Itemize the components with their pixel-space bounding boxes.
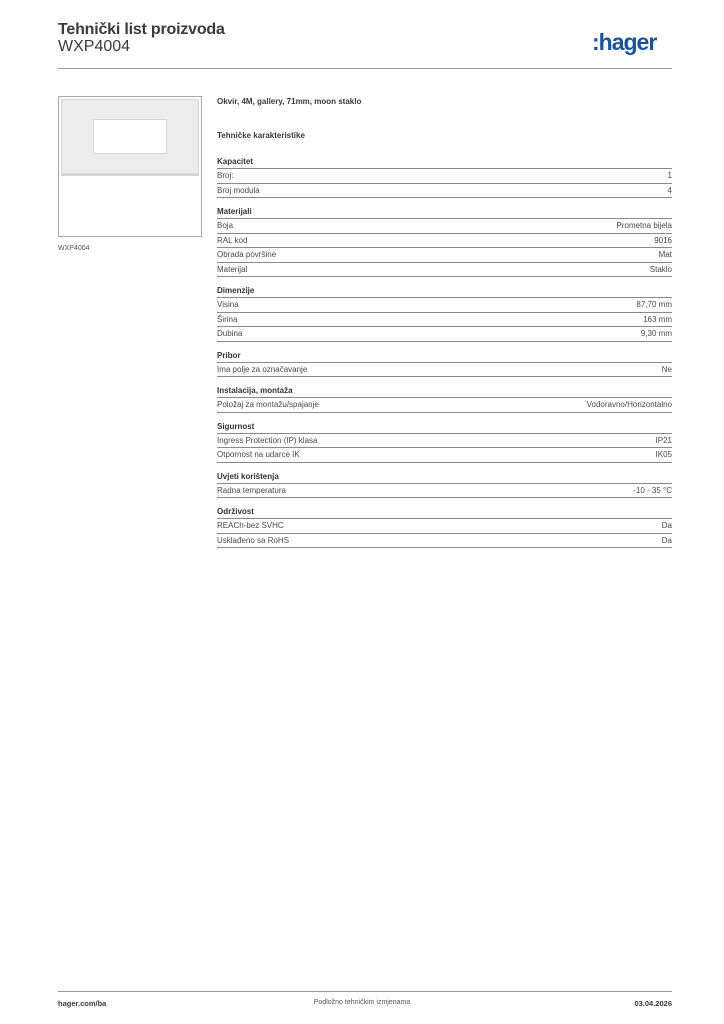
product-description: Okvir, 4M, gallery, 71mm, moon staklo bbox=[217, 97, 362, 106]
spec-label: REACh-bez SVHC bbox=[217, 521, 284, 530]
document-title: Tehnički list proizvoda bbox=[58, 21, 225, 38]
spec-label: Boja bbox=[217, 221, 234, 230]
spec-value: 163 mm bbox=[643, 314, 672, 324]
spec-row bbox=[217, 234, 672, 249]
spec-value: IK05 bbox=[655, 450, 672, 459]
spec-value: 1 bbox=[667, 171, 672, 180]
spec-sections bbox=[217, 156, 672, 548]
footer-notice: Podložno tehničkim izmjenama bbox=[313, 999, 411, 1006]
spec-value: Prometna bijela bbox=[616, 221, 672, 230]
spec-value: 4 bbox=[667, 185, 672, 195]
spec-row bbox=[217, 248, 672, 263]
spec-value: IP21 bbox=[655, 435, 672, 445]
characteristics-heading: Tehničke karakteristike bbox=[217, 131, 305, 140]
spec-value: Vodoravno/Horizontalno bbox=[586, 400, 672, 409]
spec-value: Da bbox=[661, 535, 672, 545]
spec-section bbox=[217, 471, 672, 499]
spec-row bbox=[217, 298, 672, 313]
spec-section bbox=[217, 506, 672, 548]
spec-row bbox=[217, 398, 672, 413]
spec-value: Mat bbox=[658, 250, 672, 259]
spec-section bbox=[217, 156, 672, 198]
spec-label: Položaj za montažu/spajanje bbox=[217, 400, 319, 409]
spec-label: Otpornost na udarce IK bbox=[217, 450, 300, 459]
spec-section bbox=[217, 385, 672, 413]
spec-row bbox=[217, 434, 672, 449]
spec-label: Ima polje za označavanje bbox=[217, 364, 308, 374]
spec-label: Dubina bbox=[217, 329, 243, 338]
section-title: Materijali bbox=[217, 206, 672, 219]
spec-label: Obrada površine bbox=[217, 250, 277, 259]
spec-label: Ingress Protection (IP) klasa bbox=[217, 435, 318, 445]
spec-row bbox=[217, 484, 672, 499]
spec-value: 9016 bbox=[654, 235, 672, 245]
section-title: Instalacija, montaža bbox=[217, 385, 672, 398]
spec-section bbox=[217, 206, 672, 277]
image-caption: WXP4004 bbox=[58, 245, 90, 252]
spec-value: 9,30 mm bbox=[640, 329, 672, 338]
header-divider bbox=[58, 68, 672, 69]
spec-value: Da bbox=[661, 521, 672, 530]
section-title: Uvjeti korištenja bbox=[217, 471, 672, 484]
frame-picture bbox=[61, 99, 199, 174]
section-title: Pribor bbox=[217, 350, 672, 363]
spec-label: Broj: bbox=[217, 171, 234, 180]
spec-row bbox=[217, 313, 672, 328]
spec-row bbox=[217, 169, 672, 184]
specifications bbox=[217, 96, 672, 556]
frame-opening bbox=[93, 119, 167, 154]
footer-website: hager.com/ba bbox=[58, 999, 107, 1008]
section-title: Sigurnost bbox=[217, 421, 672, 434]
spec-row bbox=[217, 219, 672, 234]
spec-row bbox=[217, 448, 672, 463]
spec-section bbox=[217, 350, 672, 378]
spec-label: Usklađeno sa RoHS bbox=[217, 535, 290, 545]
spec-label: RAL kod bbox=[217, 235, 248, 245]
spec-label: Visina bbox=[217, 300, 239, 309]
spec-label: Radna temperatura bbox=[217, 485, 286, 495]
section-title: Kapacitet bbox=[217, 156, 672, 169]
spec-value: -10 - 35 °C bbox=[633, 485, 672, 495]
spec-row bbox=[217, 363, 672, 378]
product-image bbox=[58, 96, 202, 237]
hager-logo: :hager bbox=[592, 29, 657, 55]
spec-label: Širina bbox=[217, 314, 238, 324]
spec-value: Ne bbox=[661, 364, 672, 374]
spec-row bbox=[217, 534, 672, 549]
spec-value: 87,70 mm bbox=[636, 300, 672, 309]
product-code: WXP4004 bbox=[58, 38, 131, 55]
spec-section bbox=[217, 421, 672, 463]
spec-section bbox=[217, 285, 672, 342]
section-title: Održivost bbox=[217, 506, 672, 519]
spec-row bbox=[217, 263, 672, 278]
footer-date: 03.04.2026 bbox=[634, 999, 672, 1008]
section-title: Dimenzije bbox=[217, 285, 672, 298]
spec-row bbox=[217, 327, 672, 342]
spec-row bbox=[217, 184, 672, 199]
spec-label: Materijal bbox=[217, 264, 248, 274]
spec-value: Staklo bbox=[649, 264, 672, 274]
footer-divider bbox=[58, 991, 672, 992]
spec-label: Broj modula bbox=[217, 185, 260, 195]
spec-row bbox=[217, 519, 672, 534]
frame-edge bbox=[61, 174, 199, 176]
